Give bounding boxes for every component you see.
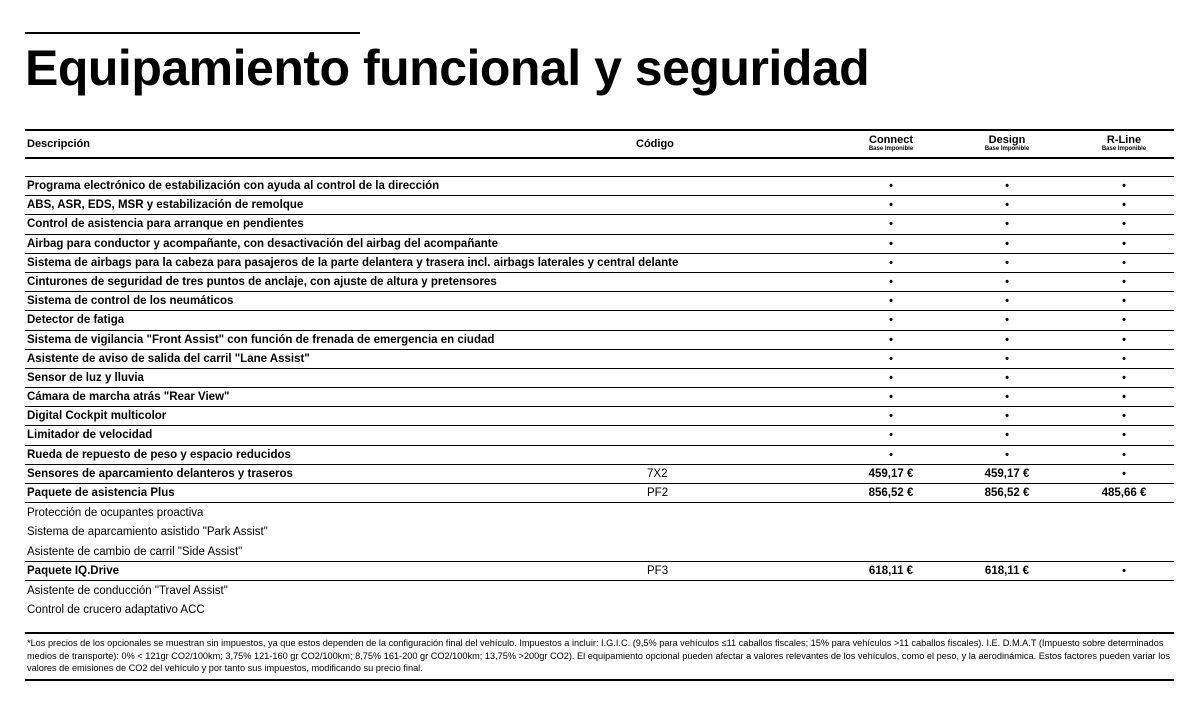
row-description: Protección de ocupantes proactiva <box>27 507 204 520</box>
row-code: 7X2 <box>647 467 668 480</box>
table-row <box>25 350 1174 369</box>
table-row <box>25 407 1174 426</box>
standard-equipment-bullet: • <box>1122 371 1126 384</box>
standard-equipment-bullet: • <box>1005 275 1009 288</box>
standard-equipment-bullet: • <box>1122 275 1126 288</box>
standard-equipment-bullet: • <box>889 295 893 308</box>
row-description: Detector de fatiga <box>27 314 125 327</box>
table-row <box>25 369 1174 388</box>
standard-equipment-bullet: • <box>1122 237 1126 250</box>
table-row <box>25 311 1174 330</box>
standard-equipment-bullet: • <box>1005 295 1009 308</box>
standard-equipment-bullet: • <box>889 429 893 442</box>
standard-equipment-bullet: • <box>1122 180 1126 192</box>
row-description: Control de asistencia para arranque en pendientes <box>27 218 304 231</box>
table-header <box>25 129 1174 159</box>
row-description: Asistente de cambio de carril "Side Assist" <box>27 545 243 558</box>
table-subrow <box>25 542 1174 562</box>
standard-equipment-bullet: • <box>889 256 893 269</box>
row-description: Sistema de airbags para la cabeza para pasajeros de la parte delantera y trasera incl. airbags laterales y central delante <box>27 256 679 269</box>
standard-equipment-bullet: • <box>1122 295 1126 308</box>
standard-equipment-bullet: • <box>1122 467 1126 480</box>
table-row <box>25 562 1174 581</box>
row-price: 618,11 € <box>868 564 914 577</box>
row-description: Sistema de aparcamiento asistido "Park Assist" <box>27 526 268 539</box>
standard-equipment-bullet: • <box>1005 237 1009 250</box>
table-subrow <box>25 503 1174 522</box>
standard-equipment-bullet: • <box>1005 333 1009 346</box>
header-trim-rline: R-Line Base Imponible <box>1101 134 1147 152</box>
row-description: Programa electrónico de estabilización con ayuda al control de la dirección <box>27 180 440 192</box>
standard-equipment-bullet: • <box>1005 199 1009 212</box>
table-row <box>25 215 1174 234</box>
row-description: Cámara de marcha atrás "Rear View" <box>27 391 230 404</box>
row-description: Sistema de control de los neumáticos <box>27 295 234 308</box>
table-row <box>25 388 1174 407</box>
row-description: Control de crucero adaptativo ACC <box>27 604 205 617</box>
table-row <box>25 196 1174 215</box>
row-description: Digital Cockpit multicolor <box>27 410 167 423</box>
standard-equipment-bullet: • <box>889 199 893 212</box>
row-description: ABS, ASR, EDS, MSR y estabilización de remolque <box>27 199 304 212</box>
table-subrow <box>25 522 1174 541</box>
standard-equipment-bullet: • <box>1005 429 1009 442</box>
row-description: Asistente de aviso de salida del carril "Lane Assist" <box>27 352 310 365</box>
row-price: 485,66 € <box>1101 487 1147 499</box>
row-price: 459,17 € <box>984 467 1030 480</box>
standard-equipment-bullet: • <box>1005 448 1009 461</box>
standard-equipment-bullet: • <box>1005 371 1009 384</box>
table-row <box>25 484 1174 503</box>
footnote: *Los precios de los opcionales se muestran sin impuestos, ya que estos dependen de la configuración final del vehículo. Impuestos a incluir: I.G.I.C. (9,5% para vehículos ≤11 caballos fiscales; 15% para vehículos >11 caballos fiscales). I.E. D.M.A.T (Impuesto sobre determinados medios de transporte): 0% < 121gr CO2/100km; 3,75% 121-160 gr CO2/100km; 8,75% 161-200 gr CO2/100km; 13,75% >200gr CO2). El equipamiento opcional pueden afectar a valores relevantes de los vehículos, como el peso, y la aerodinámica. Estos factores pueden variar los valores de emisiones de CO2 del vehículo y por tanto sus impuestos, modificando su precio final. <box>25 632 1174 681</box>
row-description: Asistente de conducción "Travel Assist" <box>27 584 228 597</box>
table-body <box>25 177 1174 620</box>
table-row <box>25 426 1174 445</box>
standard-equipment-bullet: • <box>1005 352 1009 365</box>
standard-equipment-bullet: • <box>1005 256 1009 269</box>
row-description: Sensores de aparcamiento delanteros y traseros <box>27 467 293 480</box>
header-code: Código <box>636 138 674 150</box>
header-spacer-row <box>25 159 1174 177</box>
standard-equipment-bullet: • <box>1005 218 1009 231</box>
table-subrow <box>25 600 1174 619</box>
table-subrow <box>25 581 1174 600</box>
table-row <box>25 331 1174 350</box>
standard-equipment-bullet: • <box>889 314 893 327</box>
standard-equipment-bullet: • <box>1122 564 1126 577</box>
row-price: 856,52 € <box>868 487 914 499</box>
standard-equipment-bullet: • <box>889 333 893 346</box>
row-description: Sensor de luz y lluvia <box>27 371 144 384</box>
standard-equipment-bullet: • <box>1122 199 1126 212</box>
page-title: Equipamiento funcional y seguridad <box>25 40 870 96</box>
table-row <box>25 465 1174 484</box>
standard-equipment-bullet: • <box>889 237 893 250</box>
standard-equipment-bullet: • <box>1122 448 1126 461</box>
row-description: Cinturones de seguridad de tres puntos de anclaje, con ajuste de altura y pretensores <box>27 275 497 288</box>
row-price: 459,17 € <box>868 467 914 480</box>
row-price: 856,52 € <box>984 487 1030 499</box>
standard-equipment-bullet: • <box>1122 314 1126 327</box>
equipment-table <box>25 129 1174 620</box>
row-description: Airbag para conductor y acompañante, con desactivación del airbag del acompañante <box>27 237 498 250</box>
standard-equipment-bullet: • <box>889 371 893 384</box>
standard-equipment-bullet: • <box>1122 218 1126 231</box>
header-trim-design: Design Base Imponible <box>984 134 1030 152</box>
standard-equipment-bullet: • <box>1005 391 1009 404</box>
header-trim-connect: Connect Base Imponible <box>868 134 914 152</box>
standard-equipment-bullet: • <box>1122 410 1126 423</box>
row-description: Paquete IQ.Drive <box>27 564 120 577</box>
row-description: Paquete de asistencia Plus <box>27 487 175 499</box>
row-description: Limitador de velocidad <box>27 429 153 442</box>
table-row <box>25 273 1174 292</box>
standard-equipment-bullet: • <box>889 352 893 365</box>
row-code: PF3 <box>647 564 669 577</box>
standard-equipment-bullet: • <box>889 410 893 423</box>
standard-equipment-bullet: • <box>1122 256 1126 269</box>
standard-equipment-bullet: • <box>1122 352 1126 365</box>
table-row <box>25 446 1174 465</box>
table-row <box>25 177 1174 196</box>
standard-equipment-bullet: • <box>1122 429 1126 442</box>
standard-equipment-bullet: • <box>889 218 893 231</box>
title-top-rule <box>25 32 360 34</box>
standard-equipment-bullet: • <box>889 391 893 404</box>
row-code: PF2 <box>647 487 669 499</box>
standard-equipment-bullet: • <box>1005 410 1009 423</box>
table-row <box>25 292 1174 311</box>
row-price: 618,11 € <box>984 564 1030 577</box>
standard-equipment-bullet: • <box>889 275 893 288</box>
header-description: Descripción <box>27 138 90 150</box>
row-description: Sistema de vigilancia "Front Assist" con función de frenada de emergencia en ciudad <box>27 333 495 346</box>
table-row <box>25 254 1174 273</box>
table-row <box>25 235 1174 254</box>
standard-equipment-bullet: • <box>1005 314 1009 327</box>
standard-equipment-bullet: • <box>889 180 893 192</box>
standard-equipment-bullet: • <box>1122 391 1126 404</box>
standard-equipment-bullet: • <box>1005 180 1009 192</box>
standard-equipment-bullet: • <box>889 448 893 461</box>
row-description: Rueda de repuesto de peso y espacio reducidos <box>27 448 291 461</box>
standard-equipment-bullet: • <box>1122 333 1126 346</box>
